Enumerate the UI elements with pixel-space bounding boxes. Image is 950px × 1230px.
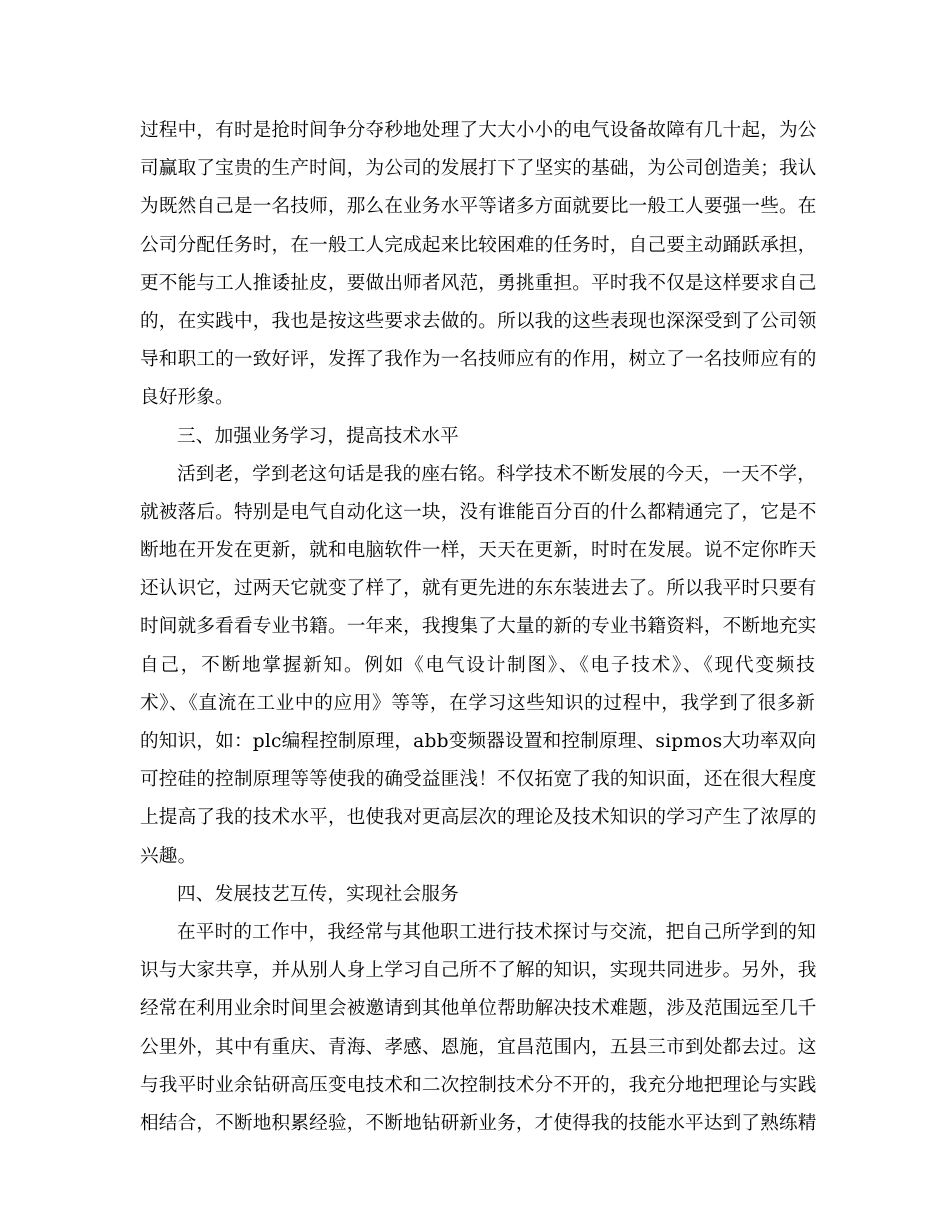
text-line: 导和职工的一致好评，发挥了我作为一名技师应有的作用，树立了一名技师应有的 bbox=[140, 349, 817, 371]
text-line: 活到老，学到老这句话是我的座右铭。科学技术不断发展的今天，一天不学， bbox=[177, 463, 816, 485]
section-heading: 三、加强业务学习，提高技术水平 bbox=[177, 425, 459, 447]
text-line: 公里外，其中有重庆、青海、孝感、恩施，宜昌范围内，五县三市到处都去过。这 bbox=[140, 1036, 817, 1058]
text-line: 公司分配任务时，在一般工人完成起来比较困难的任务时，自己要主动踊跃承担， bbox=[140, 234, 817, 256]
text-line: 还认识它，过两天它就变了样了，就有更先进的东东装进去了。所以我平时只要有 bbox=[140, 578, 817, 600]
text-line: 就被落后。特别是电气自动化这一块，没有谁能百分百的什么都精通完了，它是不 bbox=[140, 501, 817, 523]
text-line: 自己，不断地掌握新知。例如《电气设计制图》、《电子技术》、《现代变频技 bbox=[140, 654, 815, 676]
text-line: 可控硅的控制原理等等使我的确受益匪浅！不仅拓宽了我的知识面，还在很大程度 bbox=[140, 769, 817, 791]
text-line: 相结合，不断地积累经验，不断地钻研新业务，才使得我的技能水平达到了熟练精 bbox=[140, 1112, 817, 1134]
text-line: 经常在利用业余时间里会被邀请到其他单位帮助解决技术难题，涉及范围远至几千 bbox=[140, 998, 817, 1020]
text-line: 时间就多看看专业书籍。一年来，我搜集了大量的新的专业书籍资料，不断地充实 bbox=[140, 616, 817, 638]
text-line: 兴趣。 bbox=[140, 845, 197, 867]
document-page bbox=[140, 112, 815, 1143]
text-line: 良好形象。 bbox=[140, 387, 234, 409]
text-line: 断地在开发在更新，就和电脑软件一样，天天在更新，时时在发展。说不定你昨天 bbox=[140, 540, 817, 562]
text-line: 过程中，有时是抢时间争分夺秒地处理了大大小小的电气设备故障有几十起，为公 bbox=[140, 120, 817, 141]
text-line: 司赢取了宝贵的生产时间，为公司的发展打下了坚实的基础，为公司创造美；我认 bbox=[140, 158, 817, 180]
text-line: 的，在实践中，我也是按这些要求去做的。所以我的这些表现也深深受到了公司领 bbox=[140, 310, 817, 332]
section-heading: 四、发展技艺互传，实现社会服务 bbox=[177, 883, 459, 905]
text-line: 与我平时业余钻研高压变电技术和二次控制技术分不开的，我充分地把理论与实践 bbox=[140, 1074, 817, 1096]
text-line: 的知识，如：plc编程控制原理，abb变频器设置和控制原理、sipmos大功率双向 bbox=[140, 731, 817, 752]
text-line: 为既然自己是一名技师，那么在业务水平等诸多方面就要比一般工人要强一些。在 bbox=[140, 196, 817, 218]
text-line: 术》、《直流在工业中的应用》等等，在学习这些知识的过程中，我学到了很多新 bbox=[140, 692, 815, 714]
text-line: 在平时的工作中，我经常与其他职工进行技术探讨与交流，把自己所学到的知 bbox=[177, 921, 816, 943]
text-line: 识与大家共享，并从别人身上学习自己所不了解的知识，实现共同进步。另外，我 bbox=[140, 960, 817, 982]
text-line: 更不能与工人推诿扯皮，要做出师者风范，勇挑重担。平时我不仅是这样要求自己 bbox=[140, 272, 817, 294]
text-line: 上提高了我的技术水平，也使我对更高层次的理论及技术知识的学习产生了浓厚的 bbox=[140, 807, 817, 829]
